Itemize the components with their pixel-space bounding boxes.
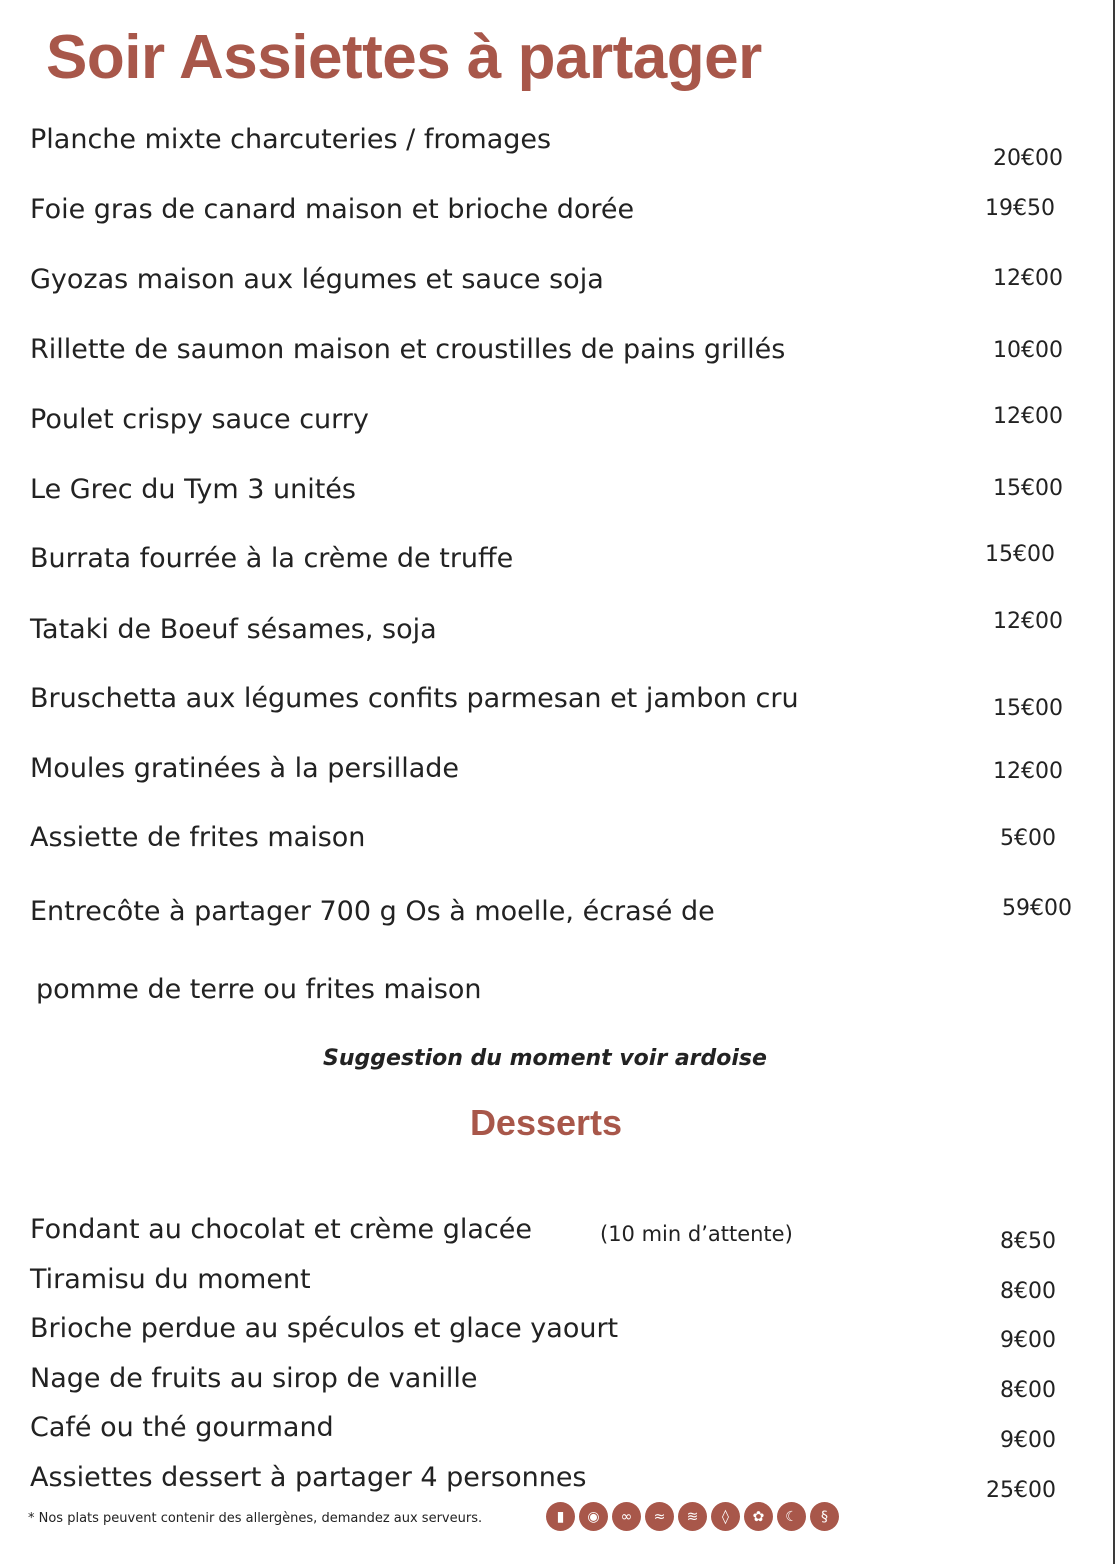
menu-item-price: 20€00	[993, 146, 1063, 171]
menu-item-name: Moules gratinées à la persillade	[30, 753, 460, 784]
dessert-item-price: 8€00	[1000, 1279, 1056, 1304]
dessert-item-name: Nage de fruits au sirop de vanille	[30, 1363, 478, 1394]
page-border	[1113, 0, 1115, 1564]
menu-item-price: 5€00	[1000, 826, 1056, 851]
menu-item-name: Entrecôte à partager 700 g Os à moelle, écrasé de	[30, 896, 715, 927]
menu-item-name: Planche mixte charcuteries / fromages	[30, 124, 552, 155]
dessert-item-note: (10 min d’attente)	[600, 1222, 793, 1246]
menu-item-name: Bruschetta aux légumes confits parmesan et jambon cru	[30, 683, 799, 714]
menu-item-price: 12€00	[993, 404, 1063, 429]
dessert-item-name: Fondant au chocolat et crème glacée	[30, 1214, 532, 1245]
fish-icon: ≈	[645, 1502, 674, 1531]
menu-item-price: 12€00	[993, 759, 1063, 784]
menu-item-continuation: pomme de terre ou frites maison	[36, 974, 482, 1005]
menu-item-price: 15€00	[993, 476, 1063, 501]
shellfish-icon: ≋	[678, 1502, 707, 1531]
menu-item-name: Gyozas maison aux légumes et sauce soja	[30, 264, 604, 295]
menu-item-name: Assiette de frites maison	[30, 822, 366, 853]
mollusc-icon: §	[810, 1502, 839, 1531]
page-title: Soir Assiettes à partager	[46, 23, 762, 92]
crustacean-icon: ☾	[777, 1502, 806, 1531]
menu-item-name: Burrata fourrée à la crème de truffe	[30, 543, 514, 574]
menu-item-price: 10€00	[993, 338, 1063, 363]
dessert-item-name: Assiettes dessert à partager 4 personnes	[30, 1462, 587, 1493]
menu-item-price: 15€00	[985, 542, 1055, 567]
dessert-item-price: 8€00	[1000, 1378, 1056, 1403]
celery-icon: ✿	[744, 1502, 773, 1531]
menu-item-price: 19€50	[985, 196, 1055, 221]
dessert-item-price: 8€50	[1000, 1229, 1056, 1254]
menu-item-price: 15€00	[993, 696, 1063, 721]
dessert-item-price: 9€00	[1000, 1328, 1056, 1353]
allergen-icons	[546, 1502, 839, 1531]
menu-item-name: Rillette de saumon maison et croustilles de pains grillés	[30, 334, 786, 365]
menu-item-price: 12€00	[993, 609, 1063, 634]
menu-item-price: 59€00	[1002, 896, 1072, 921]
desserts-title: Desserts	[469, 1102, 623, 1143]
dessert-item-name: Brioche perdue au spéculos et glace yaourt	[30, 1313, 619, 1344]
dessert-item-price: 25€00	[986, 1478, 1056, 1503]
gluten-icon: ▮	[546, 1502, 575, 1531]
dessert-item-name: Tiramisu du moment	[30, 1264, 311, 1295]
allergen-footnote: * Nos plats peuvent contenir des allergènes, demandez aux serveurs.	[28, 1511, 483, 1526]
menu-item-name: Le Grec du Tym 3 unités	[30, 474, 356, 505]
suggestion-note: Suggestion du moment voir ardoise	[323, 1046, 767, 1071]
peanut-icon: ∞	[612, 1502, 641, 1531]
menu-item-name: Foie gras de canard maison et brioche dorée	[30, 194, 635, 225]
menu-item-price: 12€00	[993, 266, 1063, 291]
milk-icon: ◊	[711, 1502, 740, 1531]
dessert-item-name: Café ou thé gourmand	[30, 1412, 334, 1443]
menu-item-name: Tataki de Boeuf sésames, soja	[30, 614, 437, 645]
menu-item-name: Poulet crispy sauce curry	[30, 404, 369, 435]
dessert-item-price: 9€00	[1000, 1428, 1056, 1453]
egg-icon: ◉	[579, 1502, 608, 1531]
